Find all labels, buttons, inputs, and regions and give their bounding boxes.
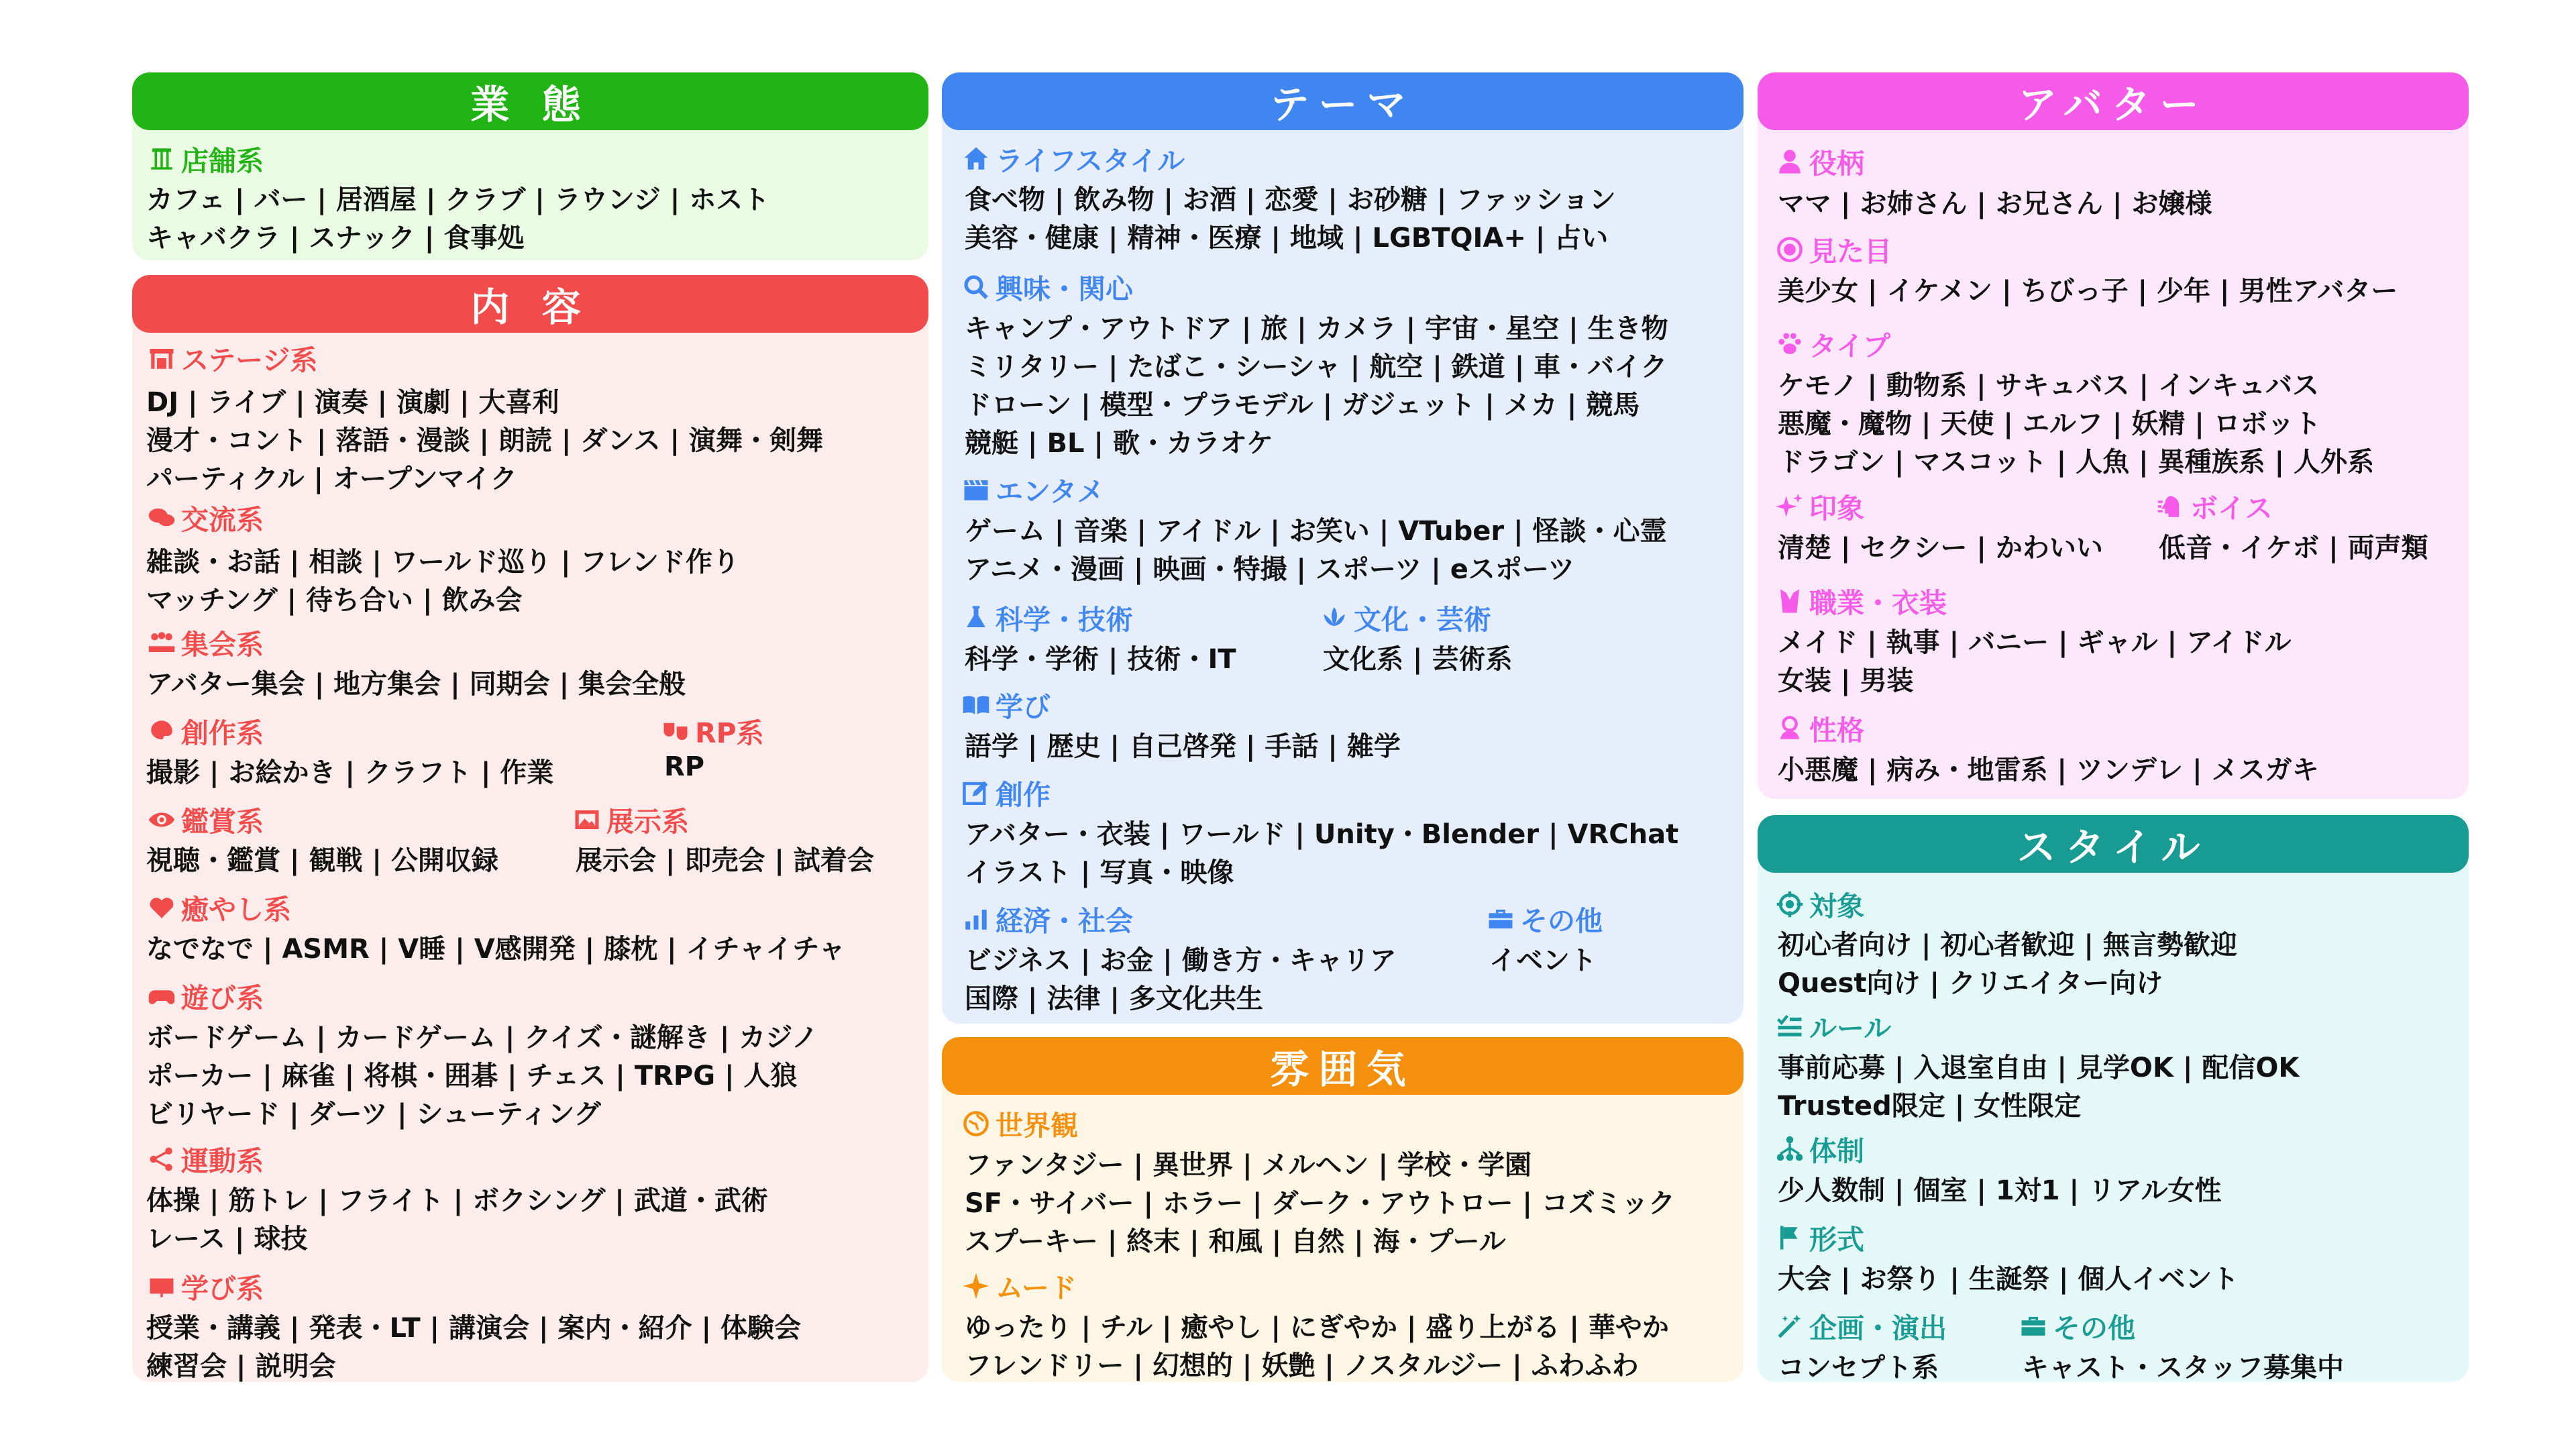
theme-header	[942, 72, 1743, 130]
tag-line[interactable]: ビジネス | お金 | 働き方・キャリア	[965, 945, 1397, 976]
category-title: 企画・演出	[1809, 1312, 1947, 1344]
category-title: 集会系	[181, 629, 264, 661]
tag-line[interactable]: 事前応募 | 入退室自由 | 見学OK | 配信OK	[1778, 1053, 2300, 1083]
tag-line[interactable]: SF・サイバー | ホラー | ダーク・アウトロー | コズミック	[965, 1188, 1676, 1219]
user-outline-icon	[1774, 713, 1805, 744]
theme-title: テーマ	[1270, 82, 1415, 127]
tag-line[interactable]: 初心者向け | 初心者歓迎 | 無言勢歓迎	[1778, 930, 2237, 961]
category-world[interactable]	[961, 1104, 1078, 1143]
category-creative[interactable]	[961, 773, 1051, 812]
category-title: 遊び系	[181, 982, 264, 1014]
home-icon	[961, 144, 991, 174]
tag-line[interactable]: レース | 球技	[146, 1224, 308, 1254]
category-title: 学び	[996, 691, 1051, 723]
tag-line[interactable]: 清楚 | セクシー | かわいい	[1778, 533, 2103, 564]
tag-line[interactable]: アニメ・漫画 | 映画・特撮 | スポーツ | eスポーツ	[965, 554, 1575, 585]
palette-icon	[146, 716, 177, 747]
building-icon	[146, 144, 177, 174]
category-impression[interactable]	[1774, 486, 1864, 526]
category-title: 創作系	[181, 717, 264, 749]
tag-line[interactable]: 視聴・鑑賞 | 観戦 | 公開収録	[146, 845, 498, 876]
category-personality[interactable]	[1774, 708, 1864, 748]
category-title: 鑑賞系	[181, 806, 264, 838]
tag-line[interactable]: 撮影 | お絵かき | クラフト | 作業	[146, 757, 554, 788]
category-gathering[interactable]	[146, 623, 264, 662]
category-title: 興味・関心	[996, 273, 1133, 305]
category-rp[interactable]	[660, 711, 764, 751]
tag-line[interactable]: 漫才・コント | 落語・漫談 | 朗読 | ダンス | 演舞・剣舞	[146, 425, 824, 456]
tag-line[interactable]: ミリタリー | たばこ・シーシャ | 航空 | 鉄道 | 車・バイク	[965, 352, 1668, 382]
category-viewing[interactable]	[146, 800, 264, 839]
category-title: 科学・技術	[996, 604, 1133, 636]
tag-line[interactable]: 美容・健康 | 精神・医療 | 地域 | LGBTQIA+ | 占い	[965, 223, 1609, 254]
tag-line[interactable]: 少人数制 | 個室 | 1対1 | リアル女性	[1778, 1175, 2222, 1206]
category-title: 創作	[996, 779, 1051, 811]
category-title: ムード	[996, 1272, 1077, 1304]
style-title: スタイル	[2017, 824, 2210, 870]
tag-line[interactable]: ファンタジー | 異世界 | メルヘン | 学校・学園	[965, 1150, 1532, 1181]
avatar-header	[1758, 72, 2469, 130]
category-economy[interactable]	[961, 899, 1133, 938]
category-title: エンタメ	[996, 476, 1105, 508]
tag-line[interactable]: 科学・学術 | 技術・IT	[965, 644, 1236, 675]
tag-line[interactable]: パーティクル | オープンマイク	[146, 464, 517, 494]
group-icon	[146, 627, 177, 658]
category-planning[interactable]	[1774, 1306, 1947, 1346]
category-study[interactable]	[961, 685, 1051, 724]
stage-icon	[146, 343, 177, 374]
tag-line[interactable]: ドラゴン | マスコット | 人魚 | 異種族系 | 人外系	[1778, 447, 2375, 478]
tag-line[interactable]: キャバクラ | スナック | 食事処	[146, 223, 525, 254]
category-title: 交流系	[181, 504, 264, 536]
business-title: 業 態	[470, 82, 590, 127]
tag-line[interactable]: 競艇 | BL | 歌・カラオケ	[965, 428, 1274, 459]
tag-line[interactable]: ドローン | 模型・プラモデル | ガジェット | メカ | 競馬	[965, 390, 1640, 421]
share-nodes-icon	[146, 1144, 177, 1175]
gamepad-icon	[146, 981, 177, 1012]
tag-line[interactable]: ポーカー | 麻雀 | 将棋・囲碁 | チェス | TRPG | 人狼	[146, 1061, 798, 1091]
category-title: その他	[1520, 905, 1603, 937]
category-style-other[interactable]	[2018, 1306, 2135, 1346]
tag-line[interactable]: Quest向け | クリエイター向け	[1778, 968, 2163, 999]
category-title: 展示系	[606, 806, 689, 838]
tag-line[interactable]: Trusted限定 | 女性限定	[1778, 1091, 2082, 1122]
avatar-title: アバター	[2018, 82, 2208, 127]
category-title: ボイス	[2190, 492, 2273, 525]
tag-line[interactable]: 小悪魔 | 病み・地雷系 | ツンデレ | メスガキ	[1778, 755, 2319, 786]
category-title: RP系	[695, 717, 764, 749]
tag-line[interactable]: なでなで | ASMR | V睡 | V感開発 | 膝枕 | イチャイチャ	[146, 934, 846, 965]
heart-icon	[146, 892, 177, 923]
tag-line[interactable]: カフェ | バー | 居酒屋 | クラブ | ラウンジ | ホスト	[146, 184, 770, 215]
content-header	[132, 275, 928, 333]
lotus-icon	[1319, 602, 1350, 633]
tag-line[interactable]: 体操 | 筋トレ | フライト | ボクシング | 武道・武術	[146, 1185, 768, 1216]
category-title: 対象	[1809, 890, 1864, 922]
tag-line[interactable]: RP	[664, 751, 705, 782]
face-icon	[1774, 234, 1805, 265]
flag-icon	[1774, 1222, 1805, 1253]
category-stage[interactable]	[146, 338, 317, 378]
category-play[interactable]	[146, 976, 264, 1016]
tag-line[interactable]: 授業・講義 | 発表・LT | 講演会 | 案内・紹介 | 体験会	[146, 1313, 801, 1344]
book-icon	[961, 690, 991, 720]
masks-icon	[660, 716, 691, 747]
category-title: 役柄	[1809, 148, 1864, 180]
rules-icon	[1774, 1011, 1805, 1042]
category-title: 性格	[1809, 714, 1864, 747]
category-title: 体制	[1809, 1135, 1864, 1167]
category-entertainment[interactable]	[961, 470, 1104, 509]
category-creation[interactable]	[146, 711, 264, 751]
magic-wand-icon	[1774, 1311, 1805, 1342]
category-title: ルール	[1809, 1012, 1892, 1044]
category-title: 職業・衣装	[1809, 587, 1947, 619]
tag-line[interactable]: メイド | 執事 | バニー | ギャル | アイドル	[1778, 627, 2292, 658]
category-culture[interactable]	[1319, 598, 1491, 637]
tag-line[interactable]: アバター集会 | 地方集会 | 同期会 | 集会全般	[146, 669, 686, 700]
category-title: 形式	[1809, 1224, 1864, 1256]
mood-header	[942, 1037, 1743, 1095]
tag-line[interactable]: 食べ物 | 飲み物 | お酒 | 恋愛 | お砂糖 | ファッション	[965, 184, 1616, 215]
category-job[interactable]	[1774, 581, 1947, 621]
mood-title: 雰囲気	[1270, 1046, 1415, 1092]
tag-line[interactable]: 低音・イケボ | 両声類	[2159, 533, 2428, 564]
paw-icon	[1774, 329, 1805, 360]
category-rule[interactable]	[1774, 1006, 1891, 1046]
uniform-icon	[1774, 586, 1805, 616]
speaking-head-icon	[2155, 491, 2186, 522]
tag-line[interactable]: アバター・衣装 | ワールド | Unity・Blender | VRChat	[965, 819, 1679, 850]
search-icon	[961, 272, 991, 303]
tag-line[interactable]: 美少女 | イケメン | ちびっ子 | 少年 | 男性アバター	[1778, 276, 2398, 307]
tag-line[interactable]: スプーキー | 終末 | 和風 | 自然 | 海・プール	[965, 1226, 1506, 1257]
chat-bubbles-icon	[146, 502, 177, 533]
edit-icon	[961, 777, 991, 808]
category-title: 学び系	[181, 1273, 264, 1305]
category-title: ライフスタイル	[996, 145, 1185, 177]
category-voice[interactable]	[2155, 486, 2273, 526]
content-title: 内 容	[470, 284, 590, 330]
category-title: 印象	[1809, 492, 1864, 525]
bar-chart-icon	[961, 904, 991, 934]
category-role[interactable]	[1774, 142, 1864, 181]
tag-line[interactable]: フレンドリー | 幻想的 | 妖艶 | ノスタルジー | ふわふわ	[965, 1350, 1639, 1381]
picture-frame-icon	[572, 804, 602, 835]
tag-line[interactable]: キャンプ・アウトドア | 旅 | カメラ | 宇宙・星空 | 生き物	[965, 313, 1668, 344]
category-vibe[interactable]	[961, 1266, 1077, 1305]
category-exchange[interactable]	[146, 498, 264, 537]
tag-line[interactable]: 雑談・お話 | 相談 | ワールド巡り | フレンド作り	[146, 547, 739, 578]
category-title: タイプ	[1809, 330, 1890, 362]
category-science[interactable]	[961, 598, 1133, 637]
category-format[interactable]	[1774, 1218, 1864, 1257]
toolbox-icon	[1485, 904, 1516, 934]
category-exhibit[interactable]	[572, 800, 689, 839]
category-title: 経済・社会	[996, 905, 1133, 937]
category-look[interactable]	[1774, 229, 1892, 269]
category-title: 店舗系	[181, 145, 264, 177]
category-interest[interactable]	[961, 267, 1133, 307]
tag-line[interactable]: 悪魔・魔物 | 天使 | エルフ | 妖精 | ロボット	[1778, 409, 2321, 439]
tag-line[interactable]: 語学 | 歴史 | 自己啓発 | 手話 | 雑学	[965, 731, 1401, 762]
category-title: その他	[2053, 1312, 2135, 1344]
category-lifestyle[interactable]	[961, 139, 1185, 178]
tag-line[interactable]: 文化系 | 芸術系	[1323, 644, 1513, 675]
target-icon	[1774, 889, 1805, 920]
category-title: 見た目	[1809, 235, 1892, 268]
category-title: 世界観	[996, 1110, 1078, 1142]
style-header	[1758, 815, 2469, 873]
clapperboard-icon	[961, 474, 991, 505]
category-system[interactable]	[1774, 1129, 1864, 1169]
tag-line[interactable]: マッチング | 待ち合い | 飲み会	[146, 585, 523, 616]
category-healing[interactable]	[146, 888, 291, 927]
presentation-icon	[146, 1271, 177, 1302]
tag-line[interactable]: イベント	[1489, 945, 1597, 976]
person-icon	[1774, 146, 1805, 177]
tag-line[interactable]: DJ | ライブ | 演奏 | 演劇 | 大喜利	[146, 387, 559, 418]
toolbox-icon	[2018, 1311, 2049, 1342]
tag-line[interactable]: ケモノ | 動物系 | サキュバス | インキュバス	[1778, 370, 2319, 401]
tag-line[interactable]: イラスト | 写真・映像	[965, 857, 1234, 888]
tag-line[interactable]: 国際 | 法律 | 多文化共生	[965, 983, 1263, 1014]
tag-line[interactable]: ママ | お姉さん | お兄さん | お嬢様	[1778, 189, 2212, 219]
globe-icon	[961, 1108, 991, 1139]
category-sports[interactable]	[146, 1139, 264, 1179]
tag-line[interactable]: ボードゲーム | カードゲーム | クイズ・謎解き | カジノ	[146, 1022, 818, 1053]
category-theme-other[interactable]	[1485, 899, 1603, 938]
category-learning[interactable]	[146, 1267, 264, 1306]
category-title: 運動系	[181, 1145, 264, 1177]
category-title: 癒やし系	[181, 894, 291, 926]
tag-line[interactable]: キャスト・スタッフ募集中	[2022, 1352, 2344, 1383]
tag-line[interactable]: ゲーム | 音楽 | アイドル | お笑い | VTuber | 怪談・心霊	[965, 516, 1667, 547]
eye-icon	[146, 804, 177, 835]
business-header	[132, 72, 928, 130]
tag-line[interactable]: 大会 | お祭り | 生誕祭 | 個人イベント	[1778, 1264, 2239, 1295]
sparkle-icon	[961, 1271, 991, 1301]
category-target[interactable]	[1774, 884, 1864, 924]
category-type[interactable]	[1774, 324, 1890, 364]
tag-line[interactable]: 練習会 | 説明会	[146, 1351, 336, 1382]
category-store[interactable]	[146, 139, 264, 178]
flask-icon	[961, 602, 991, 633]
tag-line[interactable]: ビリヤード | ダーツ | シューティング	[146, 1099, 601, 1130]
tag-line[interactable]: 女装 | 男装	[1778, 665, 1914, 696]
tag-line[interactable]: コンセプト系	[1778, 1352, 1939, 1383]
category-title: 文化・芸術	[1354, 604, 1491, 636]
tag-line[interactable]: ゆったり | チル | 癒やし | にぎやか | 盛り上がる | 華やか	[965, 1312, 1669, 1343]
category-title: ステージ系	[181, 344, 318, 376]
tag-line[interactable]: 展示会 | 即売会 | 試着会	[576, 845, 874, 876]
hierarchy-icon	[1774, 1134, 1805, 1165]
sparkle-icon	[1774, 491, 1805, 522]
